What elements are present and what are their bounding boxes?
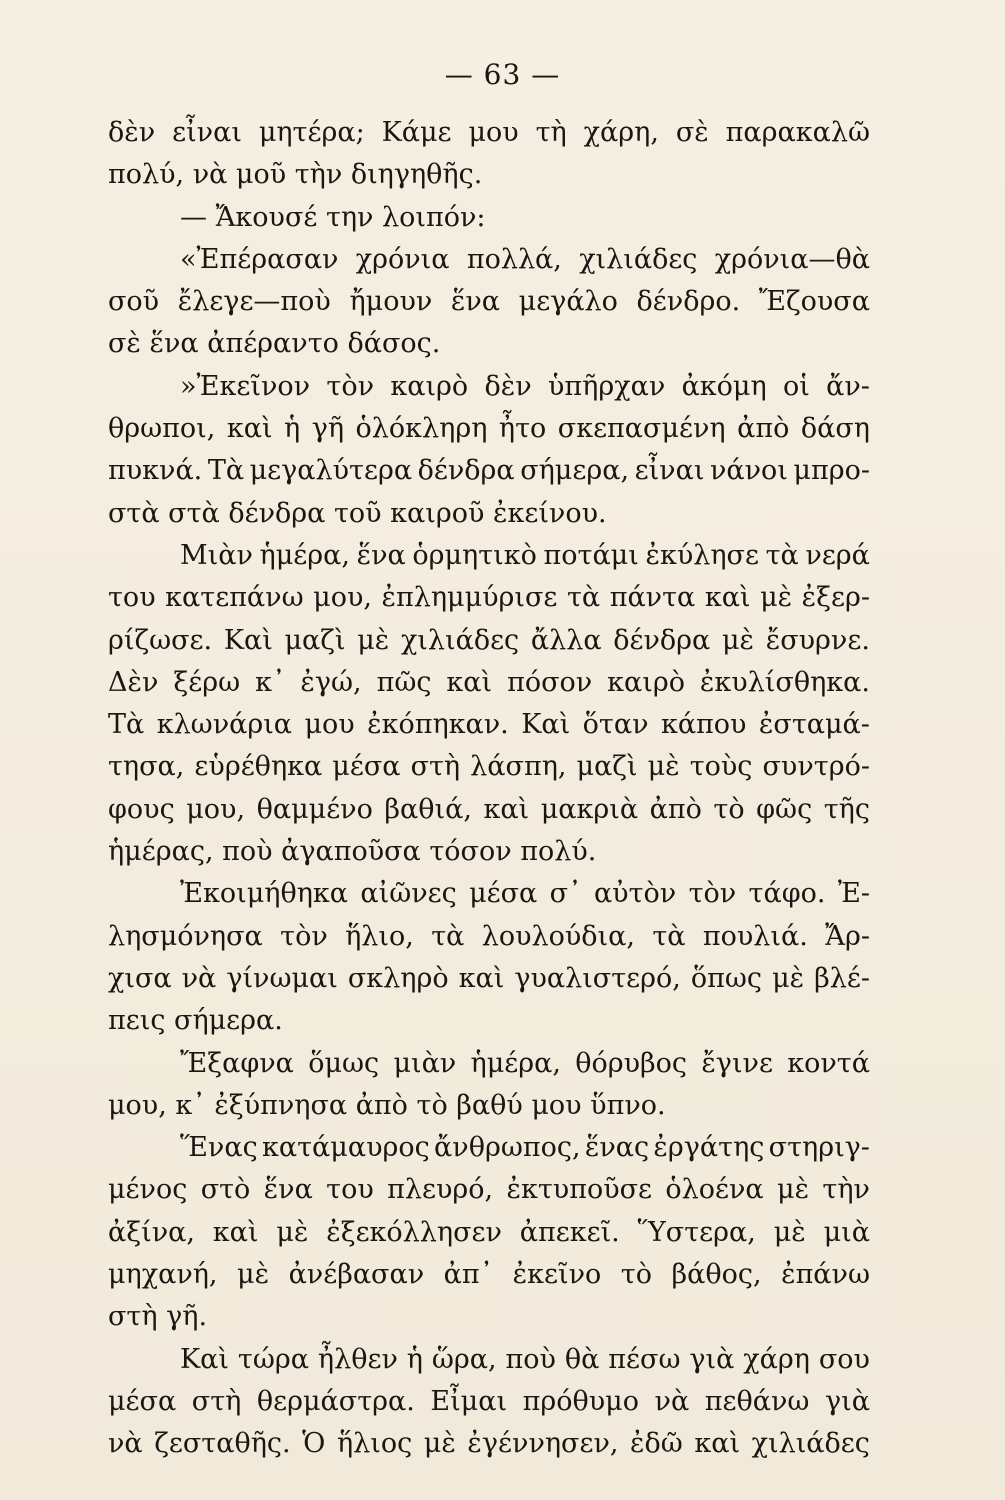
text-line: ἀξίνα, καὶ μὲ ἐξεκόλλησεν ἀπεκεῖ. Ὕστερα, μὲ μιὰ — [108, 1216, 870, 1248]
text-line: Δὲν ξέρω κ᾽ ἐγώ, πῶς καὶ πόσον καιρὸ ἐκυλίσθηκα. — [108, 666, 870, 698]
page-number: — 63 — — [444, 58, 561, 91]
text-line: τησα, εὑρέθηκα μέσα στὴ λάσπη, μαζὶ μὲ τοὺς συντρό- — [108, 751, 870, 783]
text-line: — Ἄκουσέ την λοιπόν: — [180, 201, 486, 233]
text-line: θρωποι, καὶ ἡ γῆ ὁλόκληρη ἦτο σκεπασμένη ἀπὸ δάση — [108, 413, 870, 445]
text-line: πολύ, νὰ μοῦ τὴν διηγηθῆς. — [108, 159, 483, 191]
text-line: λησμόνησα τὸν ἥλιο, τὰ λουλούδια, τὰ πουλιά. Ἄρ- — [108, 920, 870, 952]
text-line: νὰ ζεσταθῆς. Ὁ ἥλιος μὲ ἐγέννησεν, ἐδῶ καὶ χιλιάδες — [108, 1428, 870, 1460]
text-line: Καὶ τώρα ἦλθεν ἡ ὥρα, ποὺ θὰ πέσω γιὰ χάρη σου — [180, 1343, 870, 1375]
text-line: ἡμέρας, ποὺ ἀγαποῦσα τόσον πολύ. — [108, 836, 597, 868]
text-line: μου, κ᾽ ἐξύπνησα ἀπὸ τὸ βαθύ μου ὕπνο. — [108, 1089, 666, 1121]
text-line: μένος στὸ ἕνα του πλευρό, ἐκτυποῦσε ὁλοένα μὲ τὴν — [108, 1174, 870, 1206]
text-line: Τὰ κλωνάρια μου ἐκόπηκαν. Καὶ ὅταν κάπου ἐσταμά- — [108, 709, 870, 741]
text-line: φους μου, θαμμένο βαθιά, καὶ μακριὰ ἀπὸ τὸ φῶς τῆς — [108, 793, 870, 825]
text-line: στὴ γῆ. — [108, 1301, 208, 1333]
text-line: χισα νὰ γίνωμαι σκληρὸ καὶ γυαλιστερό, ὅπως μὲ βλέ- — [108, 962, 870, 994]
text-line: του κατεπάνω μου, ἐπλημμύρισε τὰ πάντα καὶ μὲ ἐξερ- — [108, 582, 870, 614]
text-line: πυκνά. Τὰ μεγαλύτερα δένδρα σήμερα, εἶναι νάνοι μπρο- — [108, 455, 870, 487]
text-line: Μιὰν ἡμέρα, ἕνα ὁρμητικὸ ποτάμι ἐκύλησε τὰ νερά — [180, 539, 870, 571]
text-line: »Ἐκεῖνον τὸν καιρὸ δὲν ὑπῆρχαν ἀκόμη οἱ ἄν- — [180, 370, 870, 402]
body-text — [108, 112, 870, 1466]
text-line: Ἐκοιμήθηκα αἰῶνες μέσα σ᾽ αὐτὸν τὸν τάφο. Ἐ- — [180, 878, 870, 910]
text-line: «Ἐπέρασαν χρόνια πολλά, χιλιάδες χρόνια—θὰ — [180, 243, 870, 275]
text-line: Ἔξαφνα ὅμως μιὰν ἡμέρα, θόρυβος ἔγινε κοντά — [180, 1047, 870, 1079]
text-line: Ἕνας κατάμαυρος ἄνθρωπος, ἕνας ἐργάτης στηριγ- — [180, 1132, 870, 1164]
text-line: στὰ στὰ δένδρα τοῦ καιροῦ ἐκείνου. — [108, 497, 607, 529]
text-line: σοῦ ἔλεγε—ποὺ ἤμουν ἕνα μεγάλο δένδρο. Ἔζουσα — [108, 286, 870, 318]
text-line: σὲ ἕνα ἀπέραντο δάσος. — [108, 328, 441, 360]
text-line: δὲν εἶναι μητέρα; Κάμε μου τὴ χάρη, σὲ παρακαλῶ — [108, 117, 870, 148]
text-line: ρίζωσε. Καὶ μαζὶ μὲ χιλιάδες ἄλλα δένδρα μὲ ἔσυρνε. — [108, 624, 870, 656]
text-line: μέσα στὴ θερμάστρα. Εἶμαι πρόθυμο νὰ πεθάνω γιὰ — [108, 1385, 870, 1417]
text-line: μηχανή, μὲ ἀνέβασαν ἀπ᾽ ἐκεῖνο τὸ βάθος, ἐπάνω — [108, 1259, 870, 1291]
text-line: πεις σήμερα. — [108, 1005, 283, 1037]
